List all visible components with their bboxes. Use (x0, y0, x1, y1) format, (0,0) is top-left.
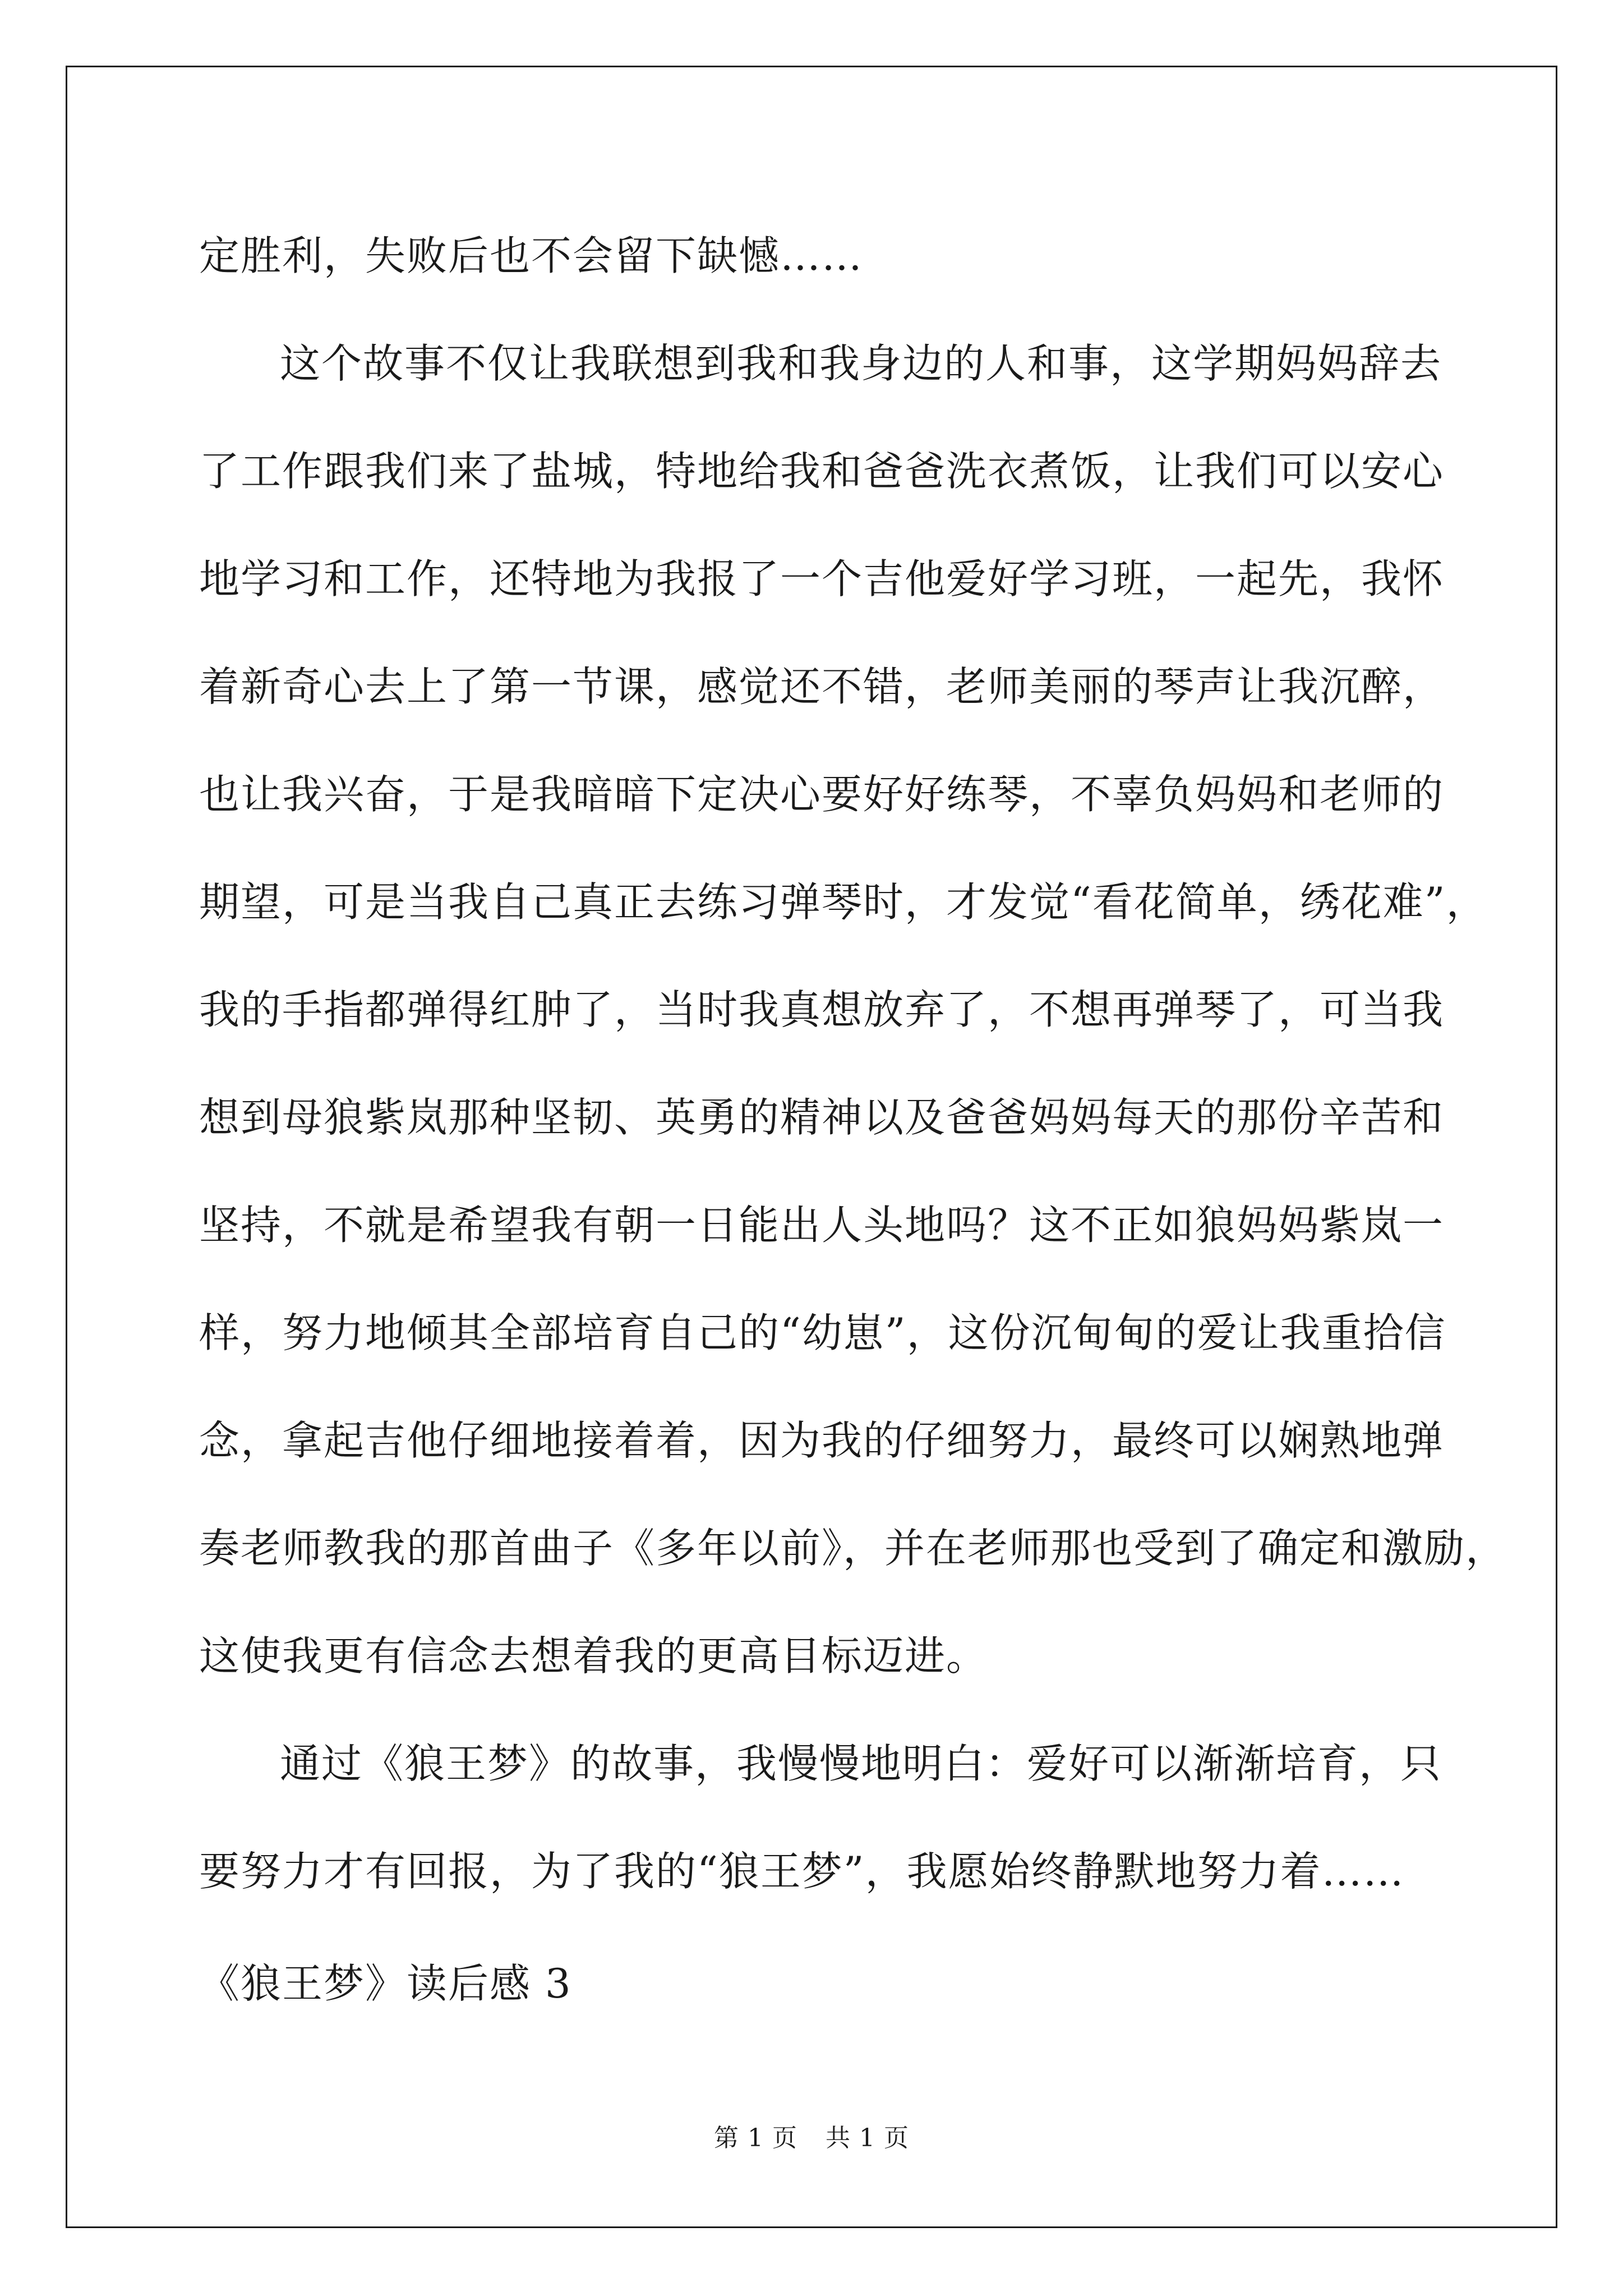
document-body (199, 202, 1507, 2037)
text-line: 定胜利，失败后也不会留下缺憾…… (199, 232, 864, 279)
text-line: 坚持，不就是希望我有朝一日能出人头地吗？这不正如狼妈妈紫岚一 (199, 1202, 1445, 1249)
paragraph-3 (199, 1710, 1464, 1925)
text-line: 地学习和工作，还特地为我报了一个吉他爱好学习班，一起先，我怀 (199, 555, 1445, 602)
text-line: 这个故事不仅让我联想到我和我身边的人和事，这学期妈妈辞去 (280, 340, 1442, 387)
text-line: 期望，可是当我自己真正去练习弹琴时，才发觉“看花简单，绣花难”， (199, 878, 1488, 926)
text-line: 要努力才有回报，为了我的“狼王梦”，我愿始终静默地努力着…… (199, 1848, 1405, 1895)
text-line: 念，拿起吉他仔细地接着着，因为我的仔细努力，最终可以娴熟地弹 (199, 1417, 1445, 1464)
text-line: 着新奇心去上了第一节课，感觉还不错，老师美丽的琴声让我沉醉， (199, 663, 1445, 710)
text-line: 我的手指都弹得红肿了，当时我真想放弃了，不想再弹琴了，可当我 (199, 986, 1445, 1033)
text-line: 也让我兴奋，于是我暗暗下定决心要好好练琴，不辜负妈妈和老师的 (199, 771, 1445, 818)
paragraph-1 (199, 202, 1464, 310)
text-line: 通过《狼王梦》的故事，我慢慢地明白：爱好可以渐渐培育，只 (280, 1740, 1442, 1787)
text-line: 想到母狼紫岚那种坚韧、英勇的精神以及爸爸妈妈每天的那份辛苦和 (199, 1094, 1445, 1141)
text-line: 奏老师教我的那首曲子《多年以前》，并在老师那也受到了确定和激励， (199, 1525, 1507, 1572)
text-line: 样，努力地倾其全部培育自己的“幼崽”，这份沉甸甸的爱让我重拾信 (199, 1309, 1446, 1356)
section-heading: 《狼王梦》读后感 3 (199, 1960, 572, 2007)
page-number: 第 1 页 (714, 2124, 797, 2152)
paragraph-2 (199, 310, 1507, 1710)
text-line: 了工作跟我们来了盐城，特地给我和爸爸洗衣煮饭，让我们可以安心 (199, 448, 1445, 495)
page-total: 共 1 页 (826, 2124, 909, 2152)
page-footer (0, 2122, 1623, 2155)
text-line: 这使我更有信念去想着我的更高目标迈进。 (199, 1632, 988, 1680)
